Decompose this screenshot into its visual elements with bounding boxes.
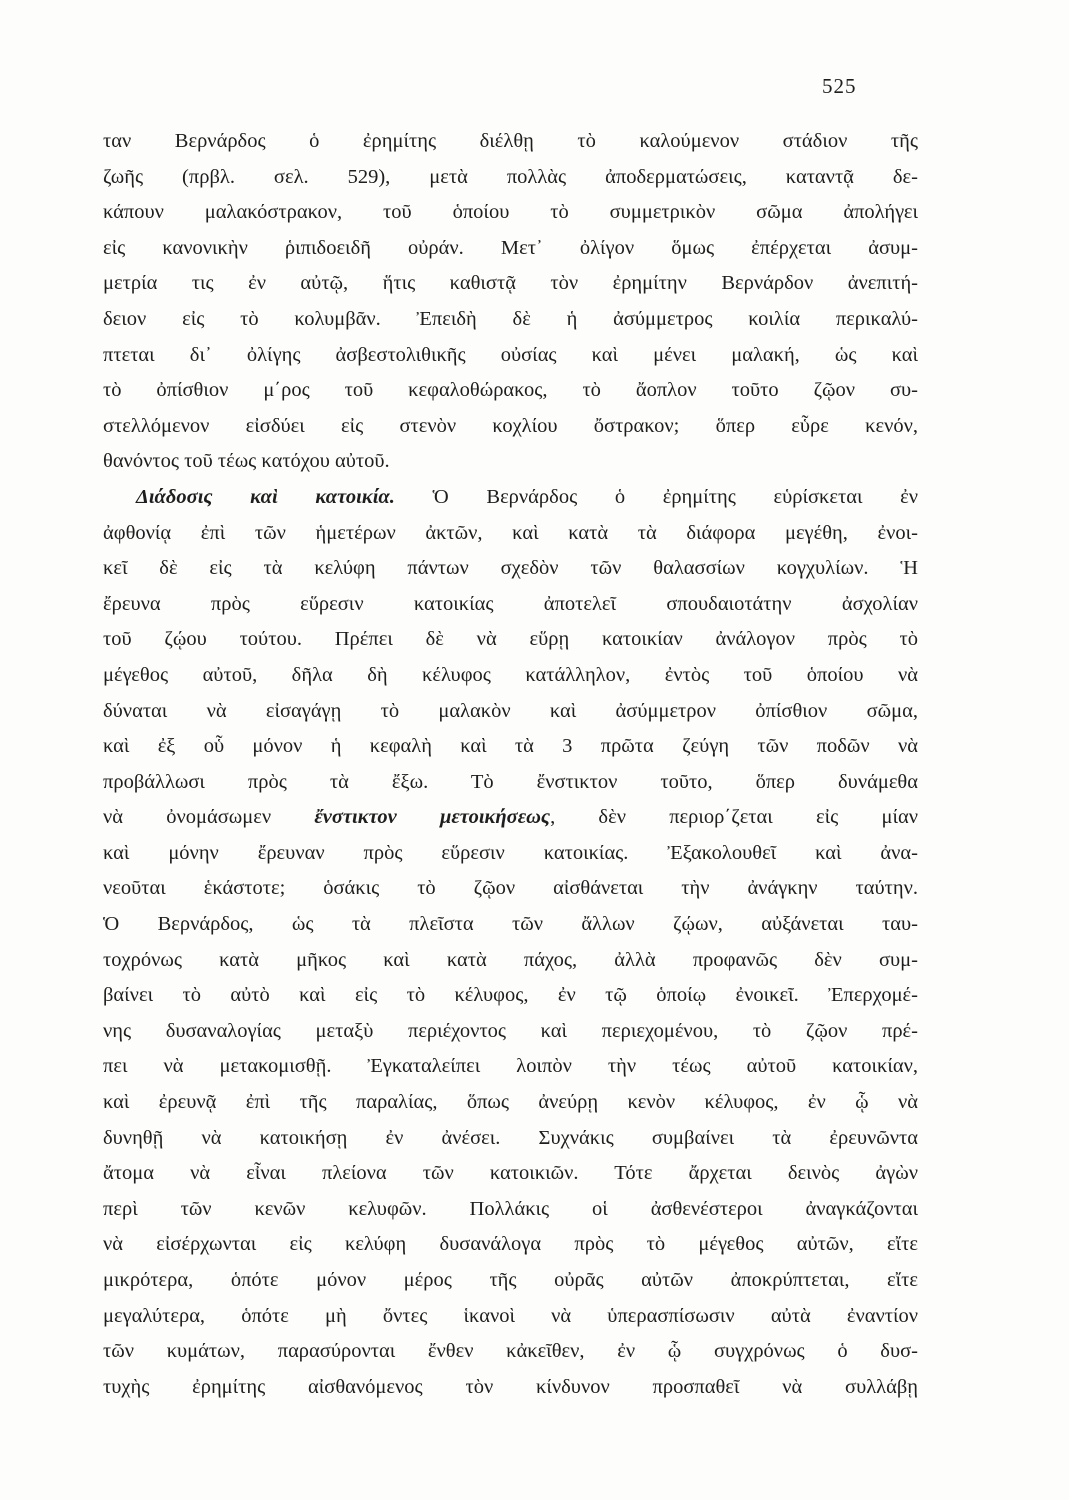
text-line (103, 1370, 918, 1406)
text-line-content (103, 444, 918, 480)
text-line (103, 302, 918, 338)
text-segment: τυχὴς ἐρημίτης αἰσθανόμενος τὸν κίνδυνον προσπαθεῖ νὰ συλλάβῃ (103, 1375, 918, 1398)
text-line (103, 800, 918, 836)
text-line-content (103, 1227, 918, 1263)
text-line (103, 160, 918, 196)
text-line (103, 1227, 918, 1263)
text-segment: μικρότερα, ὁπότε μόνον μέρος τῆς οὐρᾶς αὐτῶν ἀποκρύπτεται, εἴτε (103, 1269, 918, 1291)
body-text (103, 124, 918, 1405)
text-segment: περὶ τῶν κενῶν κελυφῶν. Πολλάκις οἱ ἀσθενέστεροι ἀναγκάζονται (103, 1197, 918, 1220)
text-line (103, 943, 918, 979)
text-segment: ζωῆς (πρβλ. σελ. 529), μετὰ πολλὰς ἀποδερματώσεις, καταντᾷ δε- (103, 165, 918, 188)
text-line-content (103, 231, 918, 267)
text-line (103, 1156, 918, 1192)
text-segment: νης δυσαναλογίας μεταξὺ περιέχοντος καὶ περιεχομένου, τὸ ζῷον πρέ- (103, 1019, 918, 1042)
page-number: 525 (822, 74, 857, 98)
text-line-content (103, 160, 918, 196)
text-line (103, 480, 918, 516)
text-line (103, 587, 918, 623)
text-line (103, 1192, 918, 1228)
text-segment: Ὁ Βερνάρδος ὁ ἐρημίτης εὑρίσκεται ἐν (394, 485, 918, 508)
text-line (103, 444, 918, 480)
text-segment: νὰ ὀνομάσωμεν (103, 806, 315, 829)
text-line-content (103, 266, 918, 302)
text-line-content (103, 1014, 918, 1050)
text-segment: καὶ μόνην ἔρευναν πρὸς εὕρεσιν κατοικίας. Ἐξακολουθεῖ καὶ ἀνα- (103, 841, 918, 864)
text-segment: πει νὰ μετακομισθῇ. Ἐγκαταλείπει λοιπὸν τὴν τέως αὐτοῦ κατοικίαν, (103, 1055, 918, 1078)
text-line-content (103, 800, 918, 836)
text-line-content (103, 836, 918, 872)
text-line-content (103, 1156, 918, 1192)
text-segment: δυνηθῇ νὰ κατοικήσῃ ἐν ἀνέσει. Συχνάκις συμβαίνει τὰ ἐρευνῶντα (103, 1126, 918, 1149)
text-line-content (103, 373, 918, 409)
text-line (103, 729, 918, 765)
text-line (103, 516, 918, 552)
text-line-content (103, 1263, 918, 1299)
text-segment: μεγαλύτερα, ὁπότε μὴ ὄντες ἱκανοὶ νὰ ὑπερασπίσωσιν αὐτὰ ἐναντίον (103, 1304, 918, 1327)
text-segment: ἔρευνα πρὸς εὕρεσιν κατοικίας ἀποτελεῖ σπουδαιοτάτην ἀσχολίαν (103, 592, 918, 615)
text-line-content (103, 1299, 918, 1335)
text-line (103, 551, 918, 587)
text-line (103, 231, 918, 267)
text-segment: τῶν κυμάτων, παρασύρονται ἔνθεν κἀκεῖθεν, ἐν ᾧ συγχρόνως ὁ δυσ- (103, 1340, 918, 1363)
text-segment: νεοῦται ἑκάστοτε; ὁσάκις τὸ ζῷον αἰσθάνεται τὴν ἀνάγκην ταύτην. (103, 877, 918, 900)
text-segment: ταν Βερνάρδος ὁ ἐρημίτης διέλθῃ τὸ καλούμενον στάδιον τῆς (103, 130, 918, 152)
text-line-content (103, 765, 918, 801)
text-segment: τὸ ὀπίσθιον μ΄ρος τοῦ κεφαλοθώρακος, τὸ ἄοπλον τοῦτο ζῷον συ- (103, 379, 918, 402)
text-segment: τοχρόνως κατὰ μῆκος καὶ κατὰ πάχος, ἀλλὰ προφανῶς δὲν συμ- (103, 948, 918, 971)
text-line-content (103, 658, 918, 694)
text-segment: ἄτομα νὰ εἶναι πλείονα τῶν κατοικιῶν. Τότε ἄρχεται δεινὸς ἀγὼν (103, 1162, 918, 1185)
text-line-content (136, 480, 918, 516)
text-line (103, 1263, 918, 1299)
text-line (103, 1299, 918, 1335)
text-line (103, 195, 918, 231)
text-segment: καὶ ἐρευνᾷ ἐπὶ τῆς παραλίας, ὅπως ἀνεύρῃ κενὸν κέλυφος, ἐν ᾧ νὰ (103, 1091, 918, 1114)
text-line-content (103, 338, 918, 374)
text-segment: ἀφθονίᾳ ἐπὶ τῶν ἡμετέρων ἀκτῶν, καὶ κατὰ τὰ διάφορα μεγέθη, ἐνοι- (103, 521, 918, 544)
text-line-content (103, 587, 918, 623)
text-line-content (103, 302, 918, 338)
text-line-content (103, 943, 918, 979)
text-line-content (103, 907, 918, 943)
text-line-content (103, 195, 918, 231)
text-segment: μετρία τις ἐν αὐτῷ, ἥτις καθιστᾷ τὸν ἐρημίτην Βερνάρδον ἀνεπιτή- (103, 272, 918, 295)
text-segment: τοῦ ζῴου τούτου. Πρέπει δὲ νὰ εὕρῃ κατοικίαν ἀνάλογον πρὸς τὸ (103, 628, 918, 651)
text-line (103, 622, 918, 658)
emphasized-term: Διάδοσις καὶ κατοικία. (136, 485, 395, 508)
text-segment: δειον εἰς τὸ κολυμβᾶν. Ἐπειδὴ δὲ ἡ ἀσύμμετρος κοιλία περικαλύ- (103, 307, 918, 330)
text-line (103, 694, 918, 730)
text-line (103, 373, 918, 409)
text-line-content (103, 551, 918, 587)
emphasized-term: ἔνστικτον μετοικήσεως (314, 806, 551, 829)
text-line (103, 1121, 918, 1157)
text-line (103, 836, 918, 872)
text-segment: κάπουν μαλακόστρακον, τοῦ ὁποίου τὸ συμμετρικὸν σῶμα ἀπολήγει (103, 201, 918, 224)
text-line (103, 1049, 918, 1085)
text-line-content (103, 516, 918, 552)
text-segment: καὶ ἐξ οὗ μόνον ἡ κεφαλὴ καὶ τὰ 3 πρῶτα ζεύγη τῶν ποδῶν νὰ (103, 735, 918, 758)
text-line-content (103, 978, 918, 1014)
text-line-content (103, 1085, 918, 1121)
text-line (103, 409, 918, 445)
text-segment: θανόντος τοῦ τέως κατόχου αὐτοῦ. (103, 450, 390, 473)
text-line-content (103, 871, 918, 907)
text-line-content (103, 694, 918, 730)
text-line (103, 871, 918, 907)
text-segment: εἰς κανονικὴν ῥιπιδοειδῆ οὐράν. Μετ᾽ ὀλίγον ὅμως ἐπέρχεται ἀσυμ- (103, 236, 918, 259)
text-line (103, 978, 918, 1014)
text-segment: Ὁ Βερνάρδος, ὡς τὰ πλεῖστα τῶν ἄλλων ζῴων, αὐξάνεται ταυ- (103, 913, 918, 936)
text-line-content (103, 1370, 918, 1406)
text-line-content (103, 409, 918, 445)
text-line (103, 1334, 918, 1370)
text-segment: κεῖ δὲ εἰς τὰ κελύφη πάντων σχεδὸν τῶν θαλασσίων κογχυλίων. Ἡ (103, 557, 918, 580)
text-segment: πτεται δι᾽ ὀλίγης ἀσβεστολιθικῆς οὐσίας καὶ μένει μαλακή, ὡς καὶ (103, 343, 918, 366)
text-line-content (103, 622, 918, 658)
text-line (103, 266, 918, 302)
text-line-content (103, 1121, 918, 1157)
text-segment: στελλόμενον εἰσδύει εἰς στενὸν κοχλίου ὄστρακον; ὅπερ εὗρε κενόν, (103, 414, 918, 437)
text-line-content (103, 1049, 918, 1085)
text-line-content (103, 729, 918, 765)
text-line (103, 765, 918, 801)
text-segment: νὰ εἰσέρχωνται εἰς κελύφη δυσανάλογα πρὸς τὸ μέγεθος αὐτῶν, εἴτε (103, 1233, 918, 1256)
text-segment: δύναται νὰ εἰσαγάγῃ τὸ μαλακὸν καὶ ἀσύμμετρον ὀπίσθιον σῶμα, (103, 699, 918, 722)
text-line-content (103, 1334, 918, 1370)
text-segment: βαίνει τὸ αὐτὸ καὶ εἰς τὸ κέλυφος, ἐν τῷ ὁποίῳ ἐνοικεῖ. Ἐπερχομέ- (103, 984, 918, 1007)
text-segment: μέγεθος αὐτοῦ, δῆλα δὴ κέλυφος κατάλληλον, ἐντὸς τοῦ ὁποίου νὰ (103, 663, 918, 686)
text-line (103, 1085, 918, 1121)
text-segment: , δὲν περιορ΄ζεται εἰς μίαν (550, 806, 919, 829)
text-line (103, 907, 918, 943)
text-segment: προβάλλωσι πρὸς τὰ ἔξω. Τὸ ἔνστικτον τοῦτο, ὅπερ δυνάμεθα (103, 770, 918, 793)
text-line-content (103, 1192, 918, 1228)
text-line (103, 658, 918, 694)
text-line (103, 1014, 918, 1050)
text-line-content (103, 124, 918, 160)
text-line (103, 338, 918, 374)
text-line (103, 124, 918, 160)
